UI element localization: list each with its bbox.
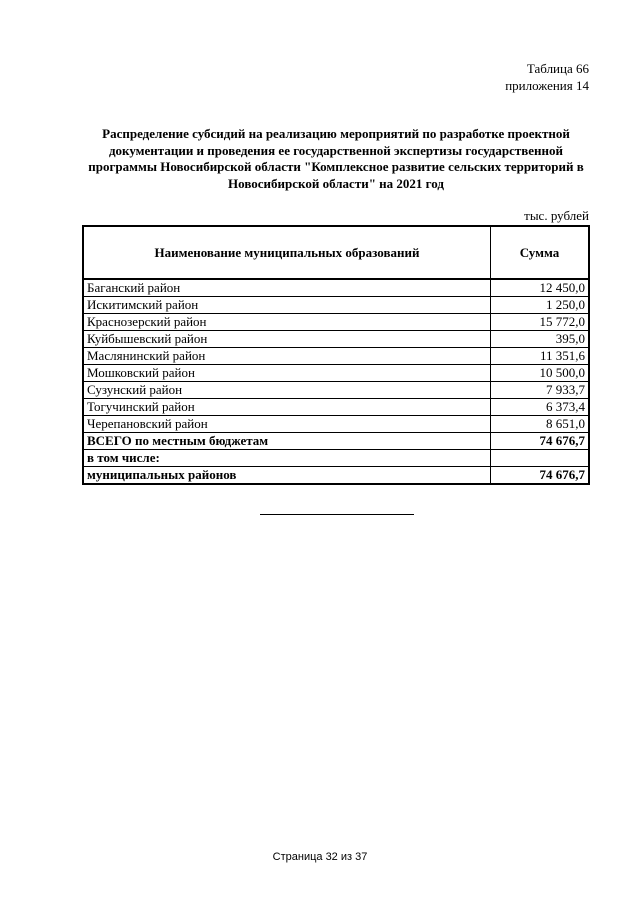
table-row bbox=[83, 331, 589, 348]
divider-line bbox=[260, 514, 414, 515]
row-amount: 15 772,0 bbox=[491, 314, 590, 331]
table-row bbox=[83, 279, 589, 297]
row-amount: 11 351,6 bbox=[491, 348, 590, 365]
table-row bbox=[83, 314, 589, 331]
row-name: Краснозерский район bbox=[83, 314, 491, 331]
table-row bbox=[83, 382, 589, 399]
row-name: Сузунский район bbox=[83, 382, 491, 399]
title-line: документации и проведения ее государственной экспертизы государственной bbox=[108, 142, 564, 158]
row-name: ВСЕГО по местным бюджетам bbox=[83, 433, 491, 450]
table-number: Таблица 66 bbox=[526, 61, 589, 76]
document-title bbox=[82, 126, 590, 192]
table-reference bbox=[505, 60, 589, 94]
column-header-name: Наименование муниципальных образований bbox=[83, 226, 491, 279]
row-name: Искитимский район bbox=[83, 297, 491, 314]
table-row-total bbox=[83, 433, 589, 450]
row-name: Тогучинский район bbox=[83, 399, 491, 416]
row-amount: 7 933,7 bbox=[491, 382, 590, 399]
row-name: муниципальных районов bbox=[83, 467, 491, 485]
table-row-total bbox=[83, 450, 589, 467]
row-amount: 395,0 bbox=[491, 331, 590, 348]
table-header bbox=[83, 226, 589, 279]
header-row bbox=[83, 226, 589, 279]
row-amount: 74 676,7 bbox=[491, 433, 590, 450]
table-body bbox=[83, 279, 589, 484]
row-amount: 12 450,0 bbox=[491, 279, 590, 297]
row-amount bbox=[491, 450, 590, 467]
appendix-number: приложения 14 bbox=[505, 78, 589, 93]
row-amount: 1 250,0 bbox=[491, 297, 590, 314]
column-header-sum: Сумма bbox=[491, 226, 590, 279]
title-line: программы Новосибирской области "Комплексное развитие сельских территорий в bbox=[88, 159, 584, 174]
row-name: в том числе: bbox=[83, 450, 491, 467]
table-row bbox=[83, 416, 589, 433]
row-name: Куйбышевский район bbox=[83, 331, 491, 348]
subsidy-table bbox=[82, 225, 590, 485]
page-number: Страница 32 из 37 bbox=[272, 851, 368, 863]
row-name: Баганский район bbox=[83, 279, 491, 297]
table-row bbox=[83, 297, 589, 314]
unit-label: тыс. рублей bbox=[524, 208, 589, 223]
row-name: Черепановский район bbox=[83, 416, 491, 433]
row-amount: 74 676,7 bbox=[491, 467, 590, 485]
table-row bbox=[83, 399, 589, 416]
row-name: Маслянинский район bbox=[83, 348, 491, 365]
table-row bbox=[83, 365, 589, 382]
table-row-total bbox=[83, 467, 589, 485]
row-name: Мошковский район bbox=[83, 365, 491, 382]
table-row bbox=[83, 348, 589, 365]
row-amount: 6 373,4 bbox=[491, 399, 590, 416]
row-amount: 8 651,0 bbox=[491, 416, 590, 433]
title-line: Распределение субсидий на реализацию мероприятий по разработке проектной bbox=[102, 126, 570, 141]
row-amount: 10 500,0 bbox=[491, 365, 590, 382]
title-line: Новосибирской области" на 2021 год bbox=[228, 175, 444, 191]
